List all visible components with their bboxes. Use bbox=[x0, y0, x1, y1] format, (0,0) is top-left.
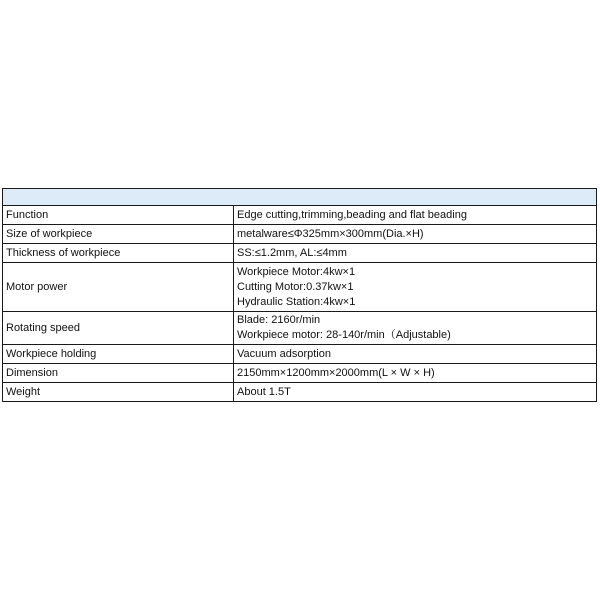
table-row bbox=[3, 345, 597, 364]
table-header-band bbox=[3, 189, 597, 206]
table-row bbox=[3, 312, 597, 345]
row-label-function: Function bbox=[3, 206, 234, 225]
table-row bbox=[3, 244, 597, 263]
value-line: About 1.5T bbox=[237, 385, 291, 398]
row-value-rotating-speed bbox=[234, 312, 597, 345]
table-row bbox=[3, 364, 597, 383]
value-line: Workpiece motor: 28-140r/min（Adjustable) bbox=[237, 329, 451, 341]
table-row bbox=[3, 225, 597, 244]
row-value-dimension bbox=[234, 364, 597, 383]
row-value-size-of-workpiece bbox=[234, 225, 597, 244]
row-label-workpiece-holding: Workpiece holding bbox=[3, 345, 234, 364]
row-value-thickness-of-workpiece bbox=[234, 244, 597, 263]
value-line: Workpiece Motor:4kw×1 bbox=[237, 265, 356, 278]
value-line: Hydraulic Station:4kw×1 bbox=[237, 295, 356, 308]
value-line: Cutting Motor:0.37kw×1 bbox=[237, 280, 354, 293]
value-line: Edge cutting,trimming,beading and flat beading bbox=[237, 208, 467, 221]
row-label-weight: Weight bbox=[3, 383, 234, 402]
row-value-function bbox=[234, 206, 597, 225]
row-value-weight bbox=[234, 383, 597, 402]
value-line: metalware≤Φ325mm×300mm(Dia.×H) bbox=[237, 227, 424, 240]
table-row bbox=[3, 206, 597, 225]
table-row bbox=[3, 383, 597, 402]
specification-table bbox=[2, 188, 597, 402]
row-label-size-of-workpiece: Size of workpiece bbox=[3, 225, 234, 244]
value-line: SS:≤1.2mm, AL:≤4mm bbox=[237, 246, 347, 259]
row-label-motor-power: Motor power bbox=[3, 263, 234, 312]
row-label-thickness-of-workpiece: Thickness of workpiece bbox=[3, 244, 234, 263]
value-line: 2150mm×1200mm×2000mm(L × W × H) bbox=[237, 366, 435, 379]
row-label-dimension: Dimension bbox=[3, 364, 234, 383]
row-value-motor-power bbox=[234, 263, 597, 312]
table-header-row bbox=[3, 189, 597, 206]
row-label-rotating-speed: Rotating speed bbox=[3, 312, 234, 345]
value-line: Vacuum adsorption bbox=[237, 347, 331, 360]
table-row bbox=[3, 263, 597, 312]
value-line: Blade: 2160r/min bbox=[237, 314, 321, 326]
row-value-workpiece-holding bbox=[234, 345, 597, 364]
